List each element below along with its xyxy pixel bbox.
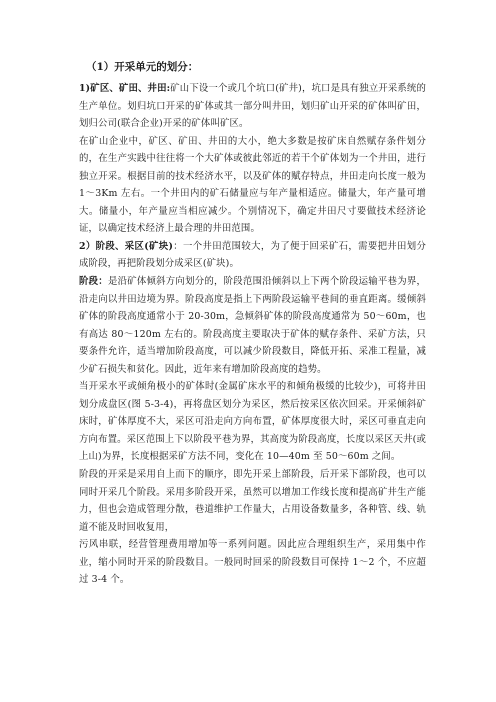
paragraph-concentration: [79, 536, 426, 589]
term-level-block: 2）阶段、采区(矿块): [79, 240, 174, 252]
paragraph-text: 当开采水平或倾角极小的矿体时(金属矿床水平的和倾角极缓的比较少)，可将井田划分成盘区(图 5-3-4)，再将盘区划分为采区，然后按采区依次回采。开采倾斜矿床时，矿体厚度不大，采区可沿走向方向布置，矿体厚度很大时，采区可垂直走向方向布置。采区范围上下以阶段平巷为界，其高度为阶段高度，长度以采区天井(或上山)为界，长度根据采矿方法不同，变化在 10—40m 至 50～60m 之间。: [79, 381, 426, 463]
paragraph-text: 在矿山企业中，矿区、矿田、井田的大小，绝大多数是按矿床自然赋存条件划分的，在生产实践中往往将一个大矿体或彼此邻近的若干个矿体划为一个井田，进行独立开采。根据目前的技术经济水平，以及矿体的赋存特点，井田走向长度一般为 1～3Km 左右。一个井田内的矿石储量应与年产量相适应。储量大，年产量可增大。储量小，年产量应当相应减少。个别情况下，确定井田尺寸要做技术经济论证，以确定技术经济上最合理的井田范围。: [79, 135, 426, 235]
term-mining-area: 1)矿区、矿田、井田:: [79, 83, 171, 94]
section-heading: （1）开采单元的划分：: [86, 61, 199, 73]
paragraph-text: 污风串联，经营管理费用增加等一系列问题。因此应合理组织生产，采用集中作业，缩小同时开采的阶段数目。一般同时回采的阶段数目可保持 1～2 个，不应超过 3-4 个。: [79, 539, 426, 586]
paragraph-text: 阶段的开采是采用自上而下的顺序，即先开采上部阶段，后开采下部阶段，也可以同时开采几个阶段。采用多阶段开采，虽然可以增加工作线长度和提高矿井生产能力，但也会造成管理分散，巷道维护工作量大，占用设备数量多，各种管、线、轨道不能及时回收复用，: [79, 469, 426, 533]
paragraph-mining-area: [79, 80, 426, 133]
paragraph-panel: [79, 378, 426, 466]
paragraph-sequence: [79, 466, 426, 536]
paragraph-text: 是沿矿体倾斜方向划分的，阶段范围沿倾斜以上下两个阶段运输平巷为界，沿走向以井田边境为界。阶段高度是指上下两阶段运输平巷间的垂直距离。缓倾斜矿体的阶段高度通常小于 20-30m，急倾斜矿体的阶段高度通常为 50～60m，也有高达 80～120m 左右的。阶段高度主要取决于矿体的赋存条件、采矿方法，只要条件允许，适当增加阶段高度，可以减少阶段数目，降低开拓、采准工程量，减少矿石损失和贫化。因此，近年来有增加阶段高度的趋势。: [79, 276, 427, 375]
paragraph-level: [79, 273, 426, 378]
paragraph-text: 矿山下设一个或几个坑口(矿井)，坑口是具有独立开采系统的生产单位。划归坑口开采的矿体或其一部分叫井田，划归矿山开采的矿体叫矿田，划归公司(联合企业)开采的矿体叫矿区。: [79, 83, 426, 130]
paragraph-level-block: [79, 238, 426, 273]
term-level: 阶段：: [79, 276, 108, 288]
paragraph-text: ：一个井田范围较大，为了便于回采矿石，需要把井田划分成阶段，再把阶段划分成采区(矿块)。: [79, 240, 427, 270]
paragraph-field-size: [79, 133, 426, 238]
